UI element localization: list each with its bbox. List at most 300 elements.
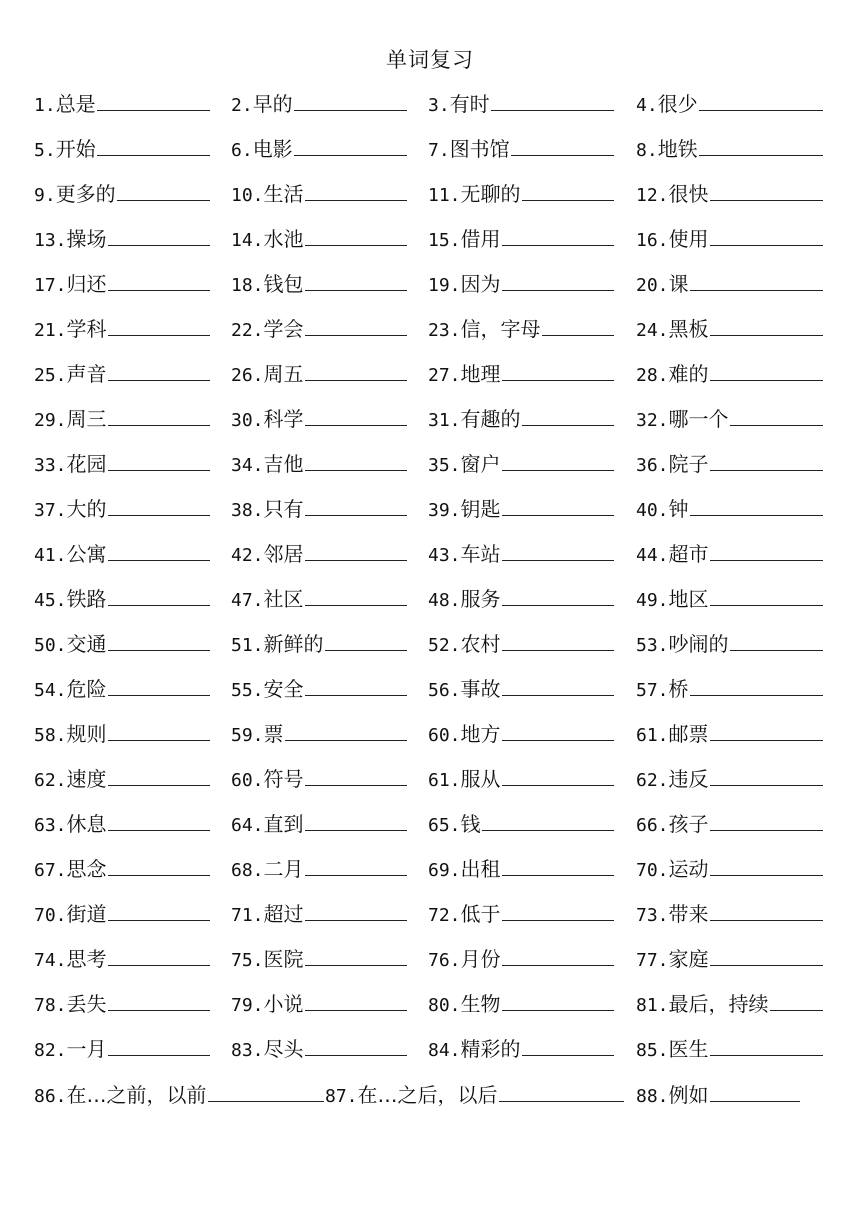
answer-blank[interactable]: [108, 904, 210, 921]
answer-blank[interactable]: [108, 994, 210, 1011]
vocab-item: [428, 847, 614, 892]
vocab-item: [34, 487, 210, 532]
vocab-item: [636, 982, 823, 1027]
vocab-item: [428, 82, 614, 127]
vocab-item: [428, 532, 614, 577]
answer-blank[interactable]: [710, 454, 823, 471]
vocab-item: [34, 532, 210, 577]
answer-blank[interactable]: [710, 724, 823, 741]
item-number: 42.: [231, 545, 264, 566]
item-number: 86.: [34, 1086, 67, 1107]
item-word: 精彩的: [460, 1037, 521, 1061]
vocab-item: [34, 847, 210, 892]
answer-blank[interactable]: [710, 814, 823, 831]
answer-blank[interactable]: [108, 229, 210, 246]
answer-blank[interactable]: [208, 1085, 324, 1102]
item-number: 22.: [231, 320, 264, 341]
vocab-item: [636, 82, 823, 127]
answer-blank[interactable]: [97, 94, 210, 111]
item-number: 85.: [636, 1040, 669, 1061]
answer-blank[interactable]: [305, 1039, 407, 1056]
item-word: 只有: [263, 497, 304, 521]
item-word: 速度: [66, 767, 107, 791]
item-number: 23.: [428, 320, 461, 341]
item-word: 违反: [668, 767, 709, 791]
answer-blank[interactable]: [710, 1039, 823, 1056]
item-word: 尽头: [263, 1037, 304, 1061]
worksheet-row: [34, 127, 834, 172]
answer-blank[interactable]: [305, 949, 407, 966]
item-number: 4.: [636, 95, 658, 116]
item-word: 公寓: [66, 542, 107, 566]
item-word: 休息: [66, 812, 107, 836]
item-number: 68.: [231, 860, 264, 881]
vocab-item: [636, 667, 823, 712]
vocab-item: [428, 127, 614, 172]
item-word: 窗户: [460, 452, 501, 476]
answer-blank[interactable]: [699, 139, 823, 156]
answer-blank[interactable]: [710, 1085, 800, 1102]
vocab-item: [428, 262, 614, 307]
answer-blank[interactable]: [108, 499, 210, 516]
item-word: 大的: [66, 497, 107, 521]
item-word: 无聊的: [460, 182, 521, 206]
vocab-item: [636, 442, 823, 487]
item-number: 21.: [34, 320, 67, 341]
item-word: 开始: [55, 137, 96, 161]
item-word: 在…之后，以后: [357, 1083, 498, 1107]
vocab-item: [34, 172, 210, 217]
worksheet-row: [34, 577, 834, 622]
answer-blank[interactable]: [690, 679, 823, 696]
vocab-item: [34, 622, 210, 667]
item-number: 33.: [34, 455, 67, 476]
item-number: 37.: [34, 500, 67, 521]
item-number: 55.: [231, 680, 264, 701]
worksheet-row: [34, 307, 834, 352]
vocab-item: [428, 757, 614, 802]
worksheet-row: [34, 1027, 834, 1072]
item-word: 有时: [449, 92, 490, 116]
item-word: 图书馆: [449, 137, 510, 161]
answer-blank[interactable]: [325, 634, 407, 651]
item-word: 钱: [460, 812, 481, 836]
vocab-item: [231, 757, 407, 802]
item-word: 家庭: [668, 947, 709, 971]
vocab-item: [231, 847, 407, 892]
item-word: 服从: [460, 767, 501, 791]
vocab-item: [325, 1073, 624, 1118]
item-number: 17.: [34, 275, 67, 296]
answer-blank[interactable]: [294, 94, 407, 111]
item-word: 生物: [460, 992, 501, 1016]
item-number: 60.: [428, 725, 461, 746]
answer-blank[interactable]: [108, 319, 210, 336]
answer-blank[interactable]: [108, 454, 210, 471]
vocab-item: [636, 577, 823, 622]
answer-blank[interactable]: [522, 1039, 614, 1056]
item-number: 77.: [636, 950, 669, 971]
answer-blank[interactable]: [305, 814, 407, 831]
answer-blank[interactable]: [305, 859, 407, 876]
vocab-item: [231, 982, 407, 1027]
item-word: 难的: [668, 362, 709, 386]
answer-blank[interactable]: [710, 229, 823, 246]
item-word: 丢失: [66, 992, 107, 1016]
answer-blank[interactable]: [108, 544, 210, 561]
answer-blank[interactable]: [108, 949, 210, 966]
answer-blank[interactable]: [108, 409, 210, 426]
item-number: 51.: [231, 635, 264, 656]
answer-blank[interactable]: [502, 724, 614, 741]
item-number: 50.: [34, 635, 67, 656]
answer-blank[interactable]: [482, 814, 614, 831]
item-number: 15.: [428, 230, 461, 251]
vocab-item: [231, 82, 407, 127]
vocab-item: [231, 172, 407, 217]
answer-blank[interactable]: [710, 859, 823, 876]
item-number: 75.: [231, 950, 264, 971]
vocab-item: [636, 892, 823, 937]
item-number: 19.: [428, 275, 461, 296]
answer-blank[interactable]: [97, 139, 210, 156]
item-word: 院子: [668, 452, 709, 476]
answer-blank[interactable]: [108, 814, 210, 831]
answer-blank[interactable]: [522, 184, 614, 201]
item-number: 81.: [636, 995, 669, 1016]
answer-blank[interactable]: [690, 499, 823, 516]
item-word: 思考: [66, 947, 107, 971]
answer-blank[interactable]: [542, 319, 614, 336]
vocab-item: [636, 532, 823, 577]
vocab-item: [231, 667, 407, 712]
vocab-item: [34, 217, 210, 262]
vocab-item: [34, 712, 210, 757]
item-number: 5.: [34, 140, 56, 161]
item-number: 28.: [636, 365, 669, 386]
item-word: 月份: [460, 947, 501, 971]
item-word: 铁路: [66, 587, 107, 611]
worksheet-row: [34, 487, 834, 532]
item-word: 例如: [668, 1083, 709, 1107]
answer-blank[interactable]: [108, 769, 210, 786]
vocab-item: [428, 667, 614, 712]
vocab-item: [636, 127, 823, 172]
answer-blank[interactable]: [305, 454, 407, 471]
answer-blank[interactable]: [502, 859, 614, 876]
vocab-item: [34, 667, 210, 712]
item-number: 7.: [428, 140, 450, 161]
answer-blank[interactable]: [730, 634, 823, 651]
item-number: 3.: [428, 95, 450, 116]
vocab-item: [231, 307, 407, 352]
item-number: 80.: [428, 995, 461, 1016]
vocab-item: [428, 577, 614, 622]
answer-blank[interactable]: [108, 364, 210, 381]
item-number: 26.: [231, 365, 264, 386]
item-word: 很快: [668, 182, 709, 206]
answer-blank[interactable]: [710, 364, 823, 381]
answer-blank[interactable]: [502, 364, 614, 381]
vocab-item: [34, 307, 210, 352]
answer-blank[interactable]: [491, 94, 614, 111]
answer-blank[interactable]: [305, 364, 407, 381]
item-word: 超过: [263, 902, 304, 926]
answer-blank[interactable]: [502, 589, 614, 606]
answer-blank[interactable]: [305, 499, 407, 516]
answer-blank[interactable]: [502, 949, 614, 966]
item-number: 59.: [231, 725, 264, 746]
worksheet-row: [34, 622, 834, 667]
worksheet-row: [34, 802, 834, 847]
item-number: 79.: [231, 995, 264, 1016]
vocab-item: [34, 757, 210, 802]
page-title: 单词复习: [386, 48, 474, 72]
item-number: 44.: [636, 545, 669, 566]
vocab-item: [231, 127, 407, 172]
vocab-item: [428, 487, 614, 532]
item-number: 20.: [636, 275, 669, 296]
item-word: 钟: [668, 497, 689, 521]
vocab-item: [636, 307, 823, 352]
item-word: 最后，持续: [668, 992, 769, 1016]
answer-blank[interactable]: [502, 274, 614, 291]
item-word: 带来: [668, 902, 709, 926]
item-number: 60.: [231, 770, 264, 791]
vocab-item: [34, 1027, 210, 1072]
answer-blank[interactable]: [305, 409, 407, 426]
answer-blank[interactable]: [499, 1085, 624, 1102]
answer-blank[interactable]: [710, 319, 823, 336]
answer-blank[interactable]: [690, 274, 823, 291]
item-word: 一月: [66, 1037, 107, 1061]
item-number: 16.: [636, 230, 669, 251]
vocab-item: [636, 802, 823, 847]
item-word: 小说: [263, 992, 304, 1016]
vocab-item: [34, 1073, 324, 1118]
vocab-item: [34, 577, 210, 622]
answer-blank[interactable]: [108, 589, 210, 606]
item-word: 学会: [263, 317, 304, 341]
answer-blank[interactable]: [710, 544, 823, 561]
worksheet-row: [34, 982, 834, 1027]
vocab-item: [231, 442, 407, 487]
answer-blank[interactable]: [502, 544, 614, 561]
vocab-item: [231, 892, 407, 937]
worksheet-row: [34, 172, 834, 217]
answer-blank[interactable]: [305, 274, 407, 291]
vocab-item: [231, 262, 407, 307]
item-word: 科学: [263, 407, 304, 431]
worksheet-row: [34, 667, 834, 712]
answer-blank[interactable]: [710, 949, 823, 966]
item-number: 72.: [428, 905, 461, 926]
vocab-item: [34, 397, 210, 442]
vocab-item: [636, 1073, 800, 1118]
answer-blank[interactable]: [730, 409, 823, 426]
item-word: 地区: [668, 587, 709, 611]
item-number: 12.: [636, 185, 669, 206]
item-word: 地理: [460, 362, 501, 386]
item-number: 70.: [636, 860, 669, 881]
item-word: 水池: [263, 227, 304, 251]
answer-blank[interactable]: [305, 679, 407, 696]
answer-blank[interactable]: [108, 1039, 210, 1056]
answer-blank[interactable]: [710, 769, 823, 786]
item-number: 36.: [636, 455, 669, 476]
answer-blank[interactable]: [502, 229, 614, 246]
answer-blank[interactable]: [305, 544, 407, 561]
item-number: 69.: [428, 860, 461, 881]
item-word: 服务: [460, 587, 501, 611]
answer-blank[interactable]: [305, 319, 407, 336]
vocab-item: [34, 982, 210, 1027]
answer-blank[interactable]: [108, 274, 210, 291]
vocab-item: [428, 442, 614, 487]
item-number: 52.: [428, 635, 461, 656]
item-number: 71.: [231, 905, 264, 926]
vocab-item: [231, 577, 407, 622]
item-number: 88.: [636, 1086, 669, 1107]
item-number: 70.: [34, 905, 67, 926]
answer-blank[interactable]: [305, 184, 407, 201]
answer-blank[interactable]: [108, 724, 210, 741]
answer-blank[interactable]: [305, 904, 407, 921]
vocab-item: [428, 172, 614, 217]
answer-blank[interactable]: [502, 634, 614, 651]
item-number: 11.: [428, 185, 461, 206]
worksheet-row: [34, 532, 834, 577]
answer-blank[interactable]: [502, 679, 614, 696]
worksheet-row: [34, 1073, 834, 1118]
vocab-item: [636, 1027, 823, 1072]
item-word: 借用: [460, 227, 501, 251]
item-word: 学科: [66, 317, 107, 341]
item-number: 73.: [636, 905, 669, 926]
item-word: 有趣的: [460, 407, 521, 431]
vocab-item: [636, 352, 823, 397]
vocab-item: [231, 622, 407, 667]
item-word: 声音: [66, 362, 107, 386]
worksheet-row: [34, 442, 834, 487]
vocab-item: [428, 352, 614, 397]
item-number: 45.: [34, 590, 67, 611]
item-word: 新鲜的: [263, 632, 324, 656]
answer-blank[interactable]: [305, 769, 407, 786]
answer-blank[interactable]: [770, 994, 823, 1011]
vocab-item: [636, 217, 823, 262]
answer-blank[interactable]: [502, 904, 614, 921]
answer-blank[interactable]: [305, 589, 407, 606]
item-word: 危险: [66, 677, 107, 701]
item-word: 票: [263, 722, 284, 746]
item-number: 43.: [428, 545, 461, 566]
item-number: 76.: [428, 950, 461, 971]
item-number: 56.: [428, 680, 461, 701]
answer-blank[interactable]: [108, 859, 210, 876]
answer-blank[interactable]: [699, 94, 823, 111]
worksheet-row: [34, 262, 834, 307]
worksheet-row: [34, 352, 834, 397]
vocab-item: [34, 262, 210, 307]
vocab-item: [428, 217, 614, 262]
answer-blank[interactable]: [522, 409, 614, 426]
answer-blank[interactable]: [305, 994, 407, 1011]
item-number: 1.: [34, 95, 56, 116]
answer-blank[interactable]: [502, 499, 614, 516]
vocab-item: [636, 397, 823, 442]
vocab-item: [428, 802, 614, 847]
answer-blank[interactable]: [511, 139, 614, 156]
vocab-item: [428, 397, 614, 442]
item-number: 67.: [34, 860, 67, 881]
item-number: 34.: [231, 455, 264, 476]
answer-blank[interactable]: [294, 139, 407, 156]
item-word: 黑板: [668, 317, 709, 341]
answer-blank[interactable]: [502, 994, 614, 1011]
item-word: 电影: [252, 137, 293, 161]
answer-blank[interactable]: [108, 679, 210, 696]
item-number: 49.: [636, 590, 669, 611]
item-number: 78.: [34, 995, 67, 1016]
answer-blank[interactable]: [710, 589, 823, 606]
worksheet-row: [34, 847, 834, 892]
item-word: 更多的: [55, 182, 116, 206]
answer-blank[interactable]: [305, 229, 407, 246]
item-number: 13.: [34, 230, 67, 251]
answer-blank[interactable]: [502, 769, 614, 786]
vocab-item: [231, 217, 407, 262]
answer-blank[interactable]: [108, 634, 210, 651]
answer-blank[interactable]: [117, 184, 210, 201]
item-number: 25.: [34, 365, 67, 386]
item-word: 交通: [66, 632, 107, 656]
worksheet-row: [34, 82, 834, 127]
vocab-item: [231, 712, 407, 757]
vocabulary-worksheet: [34, 82, 834, 1118]
answer-blank[interactable]: [285, 724, 407, 741]
item-number: 83.: [231, 1040, 264, 1061]
vocab-item: [428, 937, 614, 982]
item-number: 63.: [34, 815, 67, 836]
answer-blank[interactable]: [502, 454, 614, 471]
vocab-item: [34, 802, 210, 847]
item-number: 84.: [428, 1040, 461, 1061]
item-word: 街道: [66, 902, 107, 926]
vocab-item: [636, 622, 823, 667]
vocab-item: [231, 397, 407, 442]
item-word: 事故: [460, 677, 501, 701]
item-word: 车站: [460, 542, 501, 566]
item-word: 因为: [460, 272, 501, 296]
answer-blank[interactable]: [710, 904, 823, 921]
item-number: 61.: [428, 770, 461, 791]
worksheet-row: [34, 757, 834, 802]
item-word: 吵闹的: [668, 632, 729, 656]
item-number: 82.: [34, 1040, 67, 1061]
vocab-item: [636, 712, 823, 757]
item-number: 9.: [34, 185, 56, 206]
answer-blank[interactable]: [710, 184, 823, 201]
vocab-item: [231, 937, 407, 982]
vocab-item: [428, 622, 614, 667]
item-word: 运动: [668, 857, 709, 881]
item-word: 花园: [66, 452, 107, 476]
item-number: 6.: [231, 140, 253, 161]
item-number: 61.: [636, 725, 669, 746]
worksheet-row: [34, 217, 834, 262]
item-number: 35.: [428, 455, 461, 476]
